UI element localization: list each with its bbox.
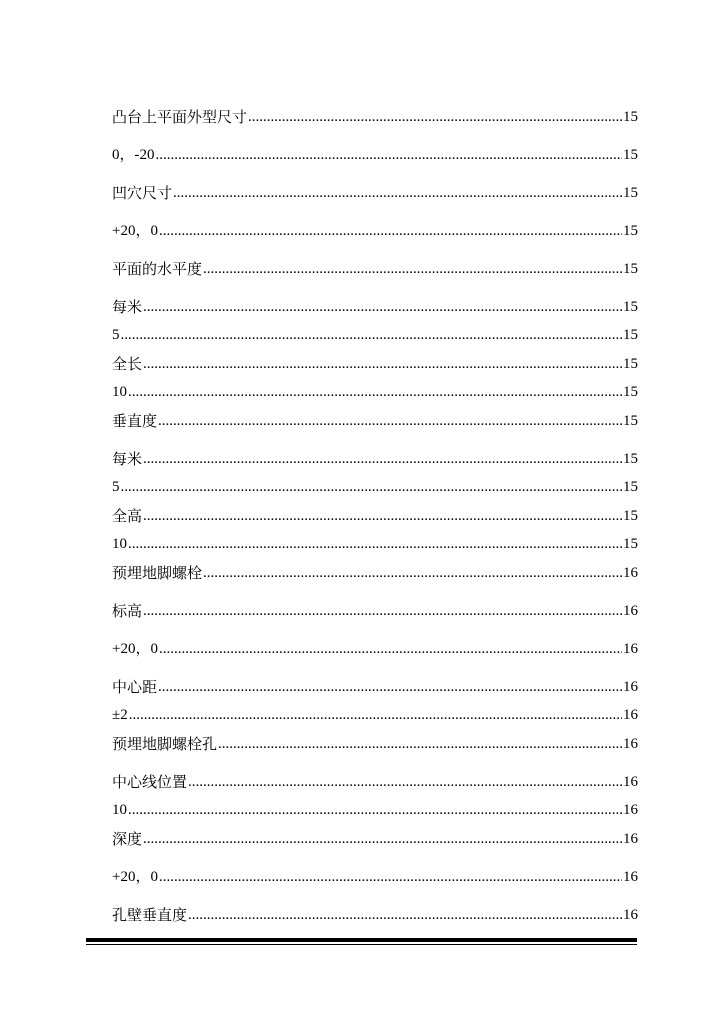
toc-entry[interactable] bbox=[112, 636, 638, 658]
toc-entry-title: 凸台上平面外型尺寸 bbox=[112, 108, 248, 126]
footer-rule-thin bbox=[86, 944, 637, 945]
toc-entry-page-number: 15 bbox=[623, 185, 638, 201]
toc-entry-page-number: 15 bbox=[623, 413, 638, 429]
toc-entry-page-number: 16 bbox=[623, 736, 638, 752]
toc-entry-page-number: 15 bbox=[623, 536, 638, 552]
toc-leader-dots bbox=[173, 184, 622, 202]
toc-leader-dots bbox=[121, 478, 623, 496]
toc-entry-title: 5 bbox=[112, 479, 120, 495]
toc-entry[interactable] bbox=[112, 180, 638, 202]
toc-leader-dots bbox=[203, 260, 622, 278]
toc-entry[interactable] bbox=[112, 598, 638, 620]
toc-entry-page-number: 15 bbox=[623, 261, 638, 277]
toc-leader-dots bbox=[129, 706, 622, 724]
toc-entry[interactable] bbox=[112, 474, 638, 496]
toc-entry-page-number: 15 bbox=[623, 479, 638, 495]
toc-entry[interactable] bbox=[112, 294, 638, 316]
toc-entry[interactable] bbox=[112, 104, 638, 126]
toc-entry-page-number: 16 bbox=[623, 641, 638, 657]
toc-entry-title: 每米 bbox=[112, 450, 143, 468]
toc-entry[interactable] bbox=[112, 446, 638, 468]
toc-entry-page-number: 16 bbox=[623, 603, 638, 619]
toc-entry-page-number: 15 bbox=[623, 451, 638, 467]
toc-entry-title: 标高 bbox=[112, 602, 143, 620]
toc-entry-title: 0，-20 bbox=[112, 147, 155, 163]
toc-entry[interactable] bbox=[112, 142, 638, 164]
toc-entry[interactable] bbox=[112, 674, 638, 696]
toc-entry-title: 预埋地脚螺栓孔 bbox=[112, 735, 218, 753]
toc-entry[interactable] bbox=[112, 351, 638, 373]
toc-leader-dots bbox=[159, 222, 622, 240]
toc-leader-dots bbox=[143, 602, 622, 620]
toc-leader-dots bbox=[156, 146, 623, 164]
toc-entry[interactable] bbox=[112, 218, 638, 240]
toc-leader-dots bbox=[218, 735, 622, 753]
toc-entry[interactable] bbox=[112, 864, 638, 886]
toc-entry-title: 深度 bbox=[112, 830, 143, 848]
toc-leader-dots bbox=[121, 326, 623, 344]
toc-entry-page-number: 16 bbox=[623, 774, 638, 790]
toc-entry-page-number: 16 bbox=[623, 802, 638, 818]
toc-leader-dots bbox=[158, 678, 622, 696]
toc-entry-title: 全长 bbox=[112, 355, 143, 373]
toc-leader-dots bbox=[143, 450, 622, 468]
toc-entry-title: 10 bbox=[112, 536, 127, 552]
toc-entry-page-number: 16 bbox=[623, 869, 638, 885]
toc-entry-page-number: 15 bbox=[623, 508, 638, 524]
toc-entry-title: +20，0 bbox=[112, 223, 158, 239]
toc-entry-page-number: 16 bbox=[623, 707, 638, 723]
toc-entry[interactable] bbox=[112, 826, 638, 848]
toc-entry-page-number: 16 bbox=[623, 907, 638, 923]
toc-entry[interactable] bbox=[112, 531, 638, 553]
toc-entry[interactable] bbox=[112, 769, 638, 791]
toc-leader-dots bbox=[128, 535, 622, 553]
toc-entry-title: ±2 bbox=[112, 707, 128, 723]
toc-entry-title: 10 bbox=[112, 802, 127, 818]
toc-leader-dots bbox=[143, 355, 622, 373]
toc-leader-dots bbox=[188, 773, 622, 791]
toc-entry-page-number: 15 bbox=[623, 299, 638, 315]
toc-entry-title: 凹穴尺寸 bbox=[112, 184, 173, 202]
toc-entry-title: 10 bbox=[112, 384, 127, 400]
toc-entry-page-number: 15 bbox=[623, 327, 638, 343]
toc-entry[interactable] bbox=[112, 503, 638, 525]
toc-entry-title: 每米 bbox=[112, 298, 143, 316]
toc-entry-title: +20，0 bbox=[112, 869, 158, 885]
toc-entry[interactable] bbox=[112, 702, 638, 724]
toc-entry[interactable] bbox=[112, 379, 638, 401]
toc-leader-dots bbox=[248, 108, 622, 126]
toc-entry-title: 垂直度 bbox=[112, 412, 158, 430]
toc-entry-page-number: 16 bbox=[623, 831, 638, 847]
toc-leader-dots bbox=[128, 383, 622, 401]
toc-entry-title: 预埋地脚螺栓 bbox=[112, 564, 203, 582]
toc-entry[interactable] bbox=[112, 256, 638, 278]
toc-leader-dots bbox=[143, 298, 622, 316]
toc-leader-dots bbox=[159, 640, 622, 658]
toc-entry-title: 中心距 bbox=[112, 678, 158, 696]
toc-entry-page-number: 16 bbox=[623, 565, 638, 581]
toc-entry-page-number: 15 bbox=[623, 356, 638, 372]
toc-entry-title: 平面的水平度 bbox=[112, 260, 203, 278]
footer-rule-thick bbox=[86, 938, 637, 942]
toc-entry-title: 孔壁垂直度 bbox=[112, 906, 188, 924]
toc-entry-page-number: 15 bbox=[623, 223, 638, 239]
toc-leader-dots bbox=[143, 507, 622, 525]
toc-entry-title: 中心线位置 bbox=[112, 773, 188, 791]
toc-entry-page-number: 15 bbox=[623, 147, 638, 163]
toc-entry-title: 全高 bbox=[112, 507, 143, 525]
toc-leader-dots bbox=[188, 906, 622, 924]
toc-entry-page-number: 15 bbox=[623, 109, 638, 125]
toc-leader-dots bbox=[128, 801, 622, 819]
toc-entry-page-number: 16 bbox=[623, 679, 638, 695]
toc-entry[interactable] bbox=[112, 322, 638, 344]
toc-leader-dots bbox=[143, 830, 622, 848]
toc-entry-title: 5 bbox=[112, 327, 120, 343]
toc-entry[interactable] bbox=[112, 902, 638, 924]
toc-entry-page-number: 15 bbox=[623, 384, 638, 400]
toc-entry-title: +20，0 bbox=[112, 641, 158, 657]
toc-entry[interactable] bbox=[112, 560, 638, 582]
toc-entry[interactable] bbox=[112, 731, 638, 753]
toc-entry[interactable] bbox=[112, 408, 638, 430]
toc-entry[interactable] bbox=[112, 797, 638, 819]
toc-leader-dots bbox=[203, 564, 622, 582]
toc-leader-dots bbox=[158, 412, 622, 430]
toc-leader-dots bbox=[159, 868, 622, 886]
